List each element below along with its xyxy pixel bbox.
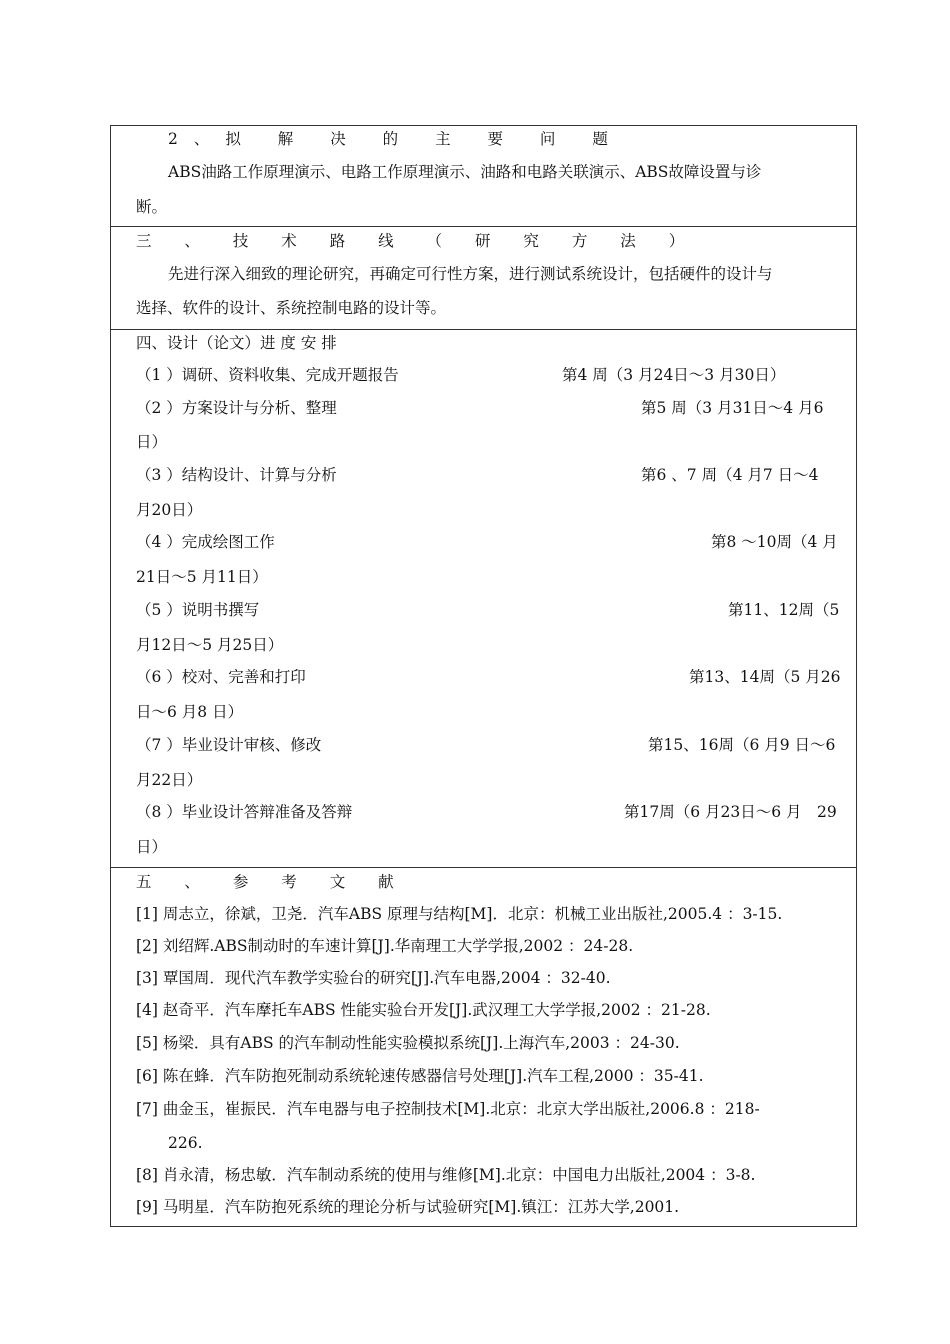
reference-item: [8] 肖永清，杨忠敏．汽车制动系统的使用与维修[M].北京：中国电力出版社,2004 ：3-8. <box>136 1166 756 1184</box>
reference-item: [1] 周志立，徐斌，卫尧．汽车ABS 原理与结构[M]．北京：机械工业出版社,2005.4 ：3-15. <box>136 905 783 923</box>
schedule-time-cont: 日） <box>136 433 168 451</box>
schedule-time-cont: 月20日） <box>136 501 203 519</box>
schedule-time: 第11、12周（5 <box>728 601 840 619</box>
section-2-line-1: ABS油路工作原理演示、电路工作原理演示、油路和电路关联演示、ABS故障设置与诊 <box>168 163 762 181</box>
schedule-time-cont: 日） <box>136 838 168 856</box>
section-3-title: 三 、 技 术 路 线 （ 研 究 方 法 ） <box>136 232 699 250</box>
section-2-line-2: 断。 <box>136 198 168 216</box>
schedule-task: （3 ）结构设计、计算与分析 <box>136 466 337 484</box>
schedule-time-cont: 日～6 月8 日） <box>136 703 244 721</box>
reference-item: [3] 覃国周．现代汽车教学实验台的研究[J].汽车电器,2004 ：32-40. <box>136 969 611 987</box>
row-divider <box>110 867 857 868</box>
schedule-time: 第8 ～10周（4 月 <box>711 533 838 551</box>
section-2-title: 2、拟 解 决 的 主 要 问 题 <box>168 130 624 148</box>
schedule-task: （2 ）方案设计与分析、整理 <box>136 399 337 417</box>
schedule-task: （8 ）毕业设计答辩准备及答辩 <box>136 803 353 821</box>
schedule-time-cont: 月22日） <box>136 771 203 789</box>
schedule-task: （1 ）调研、资料收集、完成开题报告 <box>136 366 399 384</box>
reference-item-cont: 226. <box>168 1134 203 1152</box>
schedule-time: 第5 周（3 月31日～4 月6 <box>641 399 824 417</box>
reference-item: [4] 赵奇平．汽车摩托车ABS 性能实验台开发[J].武汉理工大学学报,2002 ：21-28. <box>136 1001 711 1019</box>
schedule-time-cont: 月12日～5 月25日） <box>136 636 284 654</box>
reference-item: [7] 曲金玉，崔振民．汽车电器与电子控制技术[M].北京：北京大学出版社,2006.8 ：218- <box>136 1100 760 1118</box>
reference-item: [2] 刘绍辉.ABS制动时的车速计算[J].华南理工大学学报,2002 ：24-28. <box>136 937 634 955</box>
reference-item: [5] 杨梁．具有ABS 的汽车制动性能实验模拟系统[J].上海汽车,2003 ：24-30. <box>136 1034 680 1052</box>
schedule-task: （5 ）说明书撰写 <box>136 601 260 619</box>
schedule-time: 第17周（6 月23日～6 月 29 <box>624 803 837 821</box>
schedule-time: 第4 周（3 月24日～3 月30日） <box>562 366 786 384</box>
reference-item: [9] 马明星．汽车防抱死系统的理论分析与试验研究[M].镇江：江苏大学,2001. <box>136 1198 680 1216</box>
schedule-time-cont: 21日～5 月11日） <box>136 568 268 586</box>
schedule-task: （6 ）校对、完善和打印 <box>136 668 306 686</box>
schedule-time: 第15、16周（6 月9 日～6 <box>648 736 836 754</box>
section-4-title: 四、设计（论文）进 度 安 排 <box>136 334 337 352</box>
schedule-time: 第13、14周（5 月26 <box>689 668 841 686</box>
schedule-time: 第6 、7 周（4 月7 日～4 <box>641 466 819 484</box>
section-3-line-2: 选择、软件的设计、系统控制电路的设计等。 <box>136 299 447 317</box>
row-divider <box>110 329 857 330</box>
schedule-task: （7 ）毕业设计审核、修改 <box>136 736 322 754</box>
reference-item: [6] 陈在蜂．汽车防抱死制动系统轮速传感器信号处理[J].汽车工程,2000 ：35-41. <box>136 1067 704 1085</box>
row-divider <box>110 226 857 227</box>
section-3-line-1: 先进行深入细致的理论研究，再确定可行性方案，进行测试系统设计，包括硬件的设计与 <box>168 265 773 283</box>
section-5-title: 五 、 参 考 文 献 <box>136 873 408 891</box>
schedule-task: （4 ）完成绘图工作 <box>136 533 275 551</box>
